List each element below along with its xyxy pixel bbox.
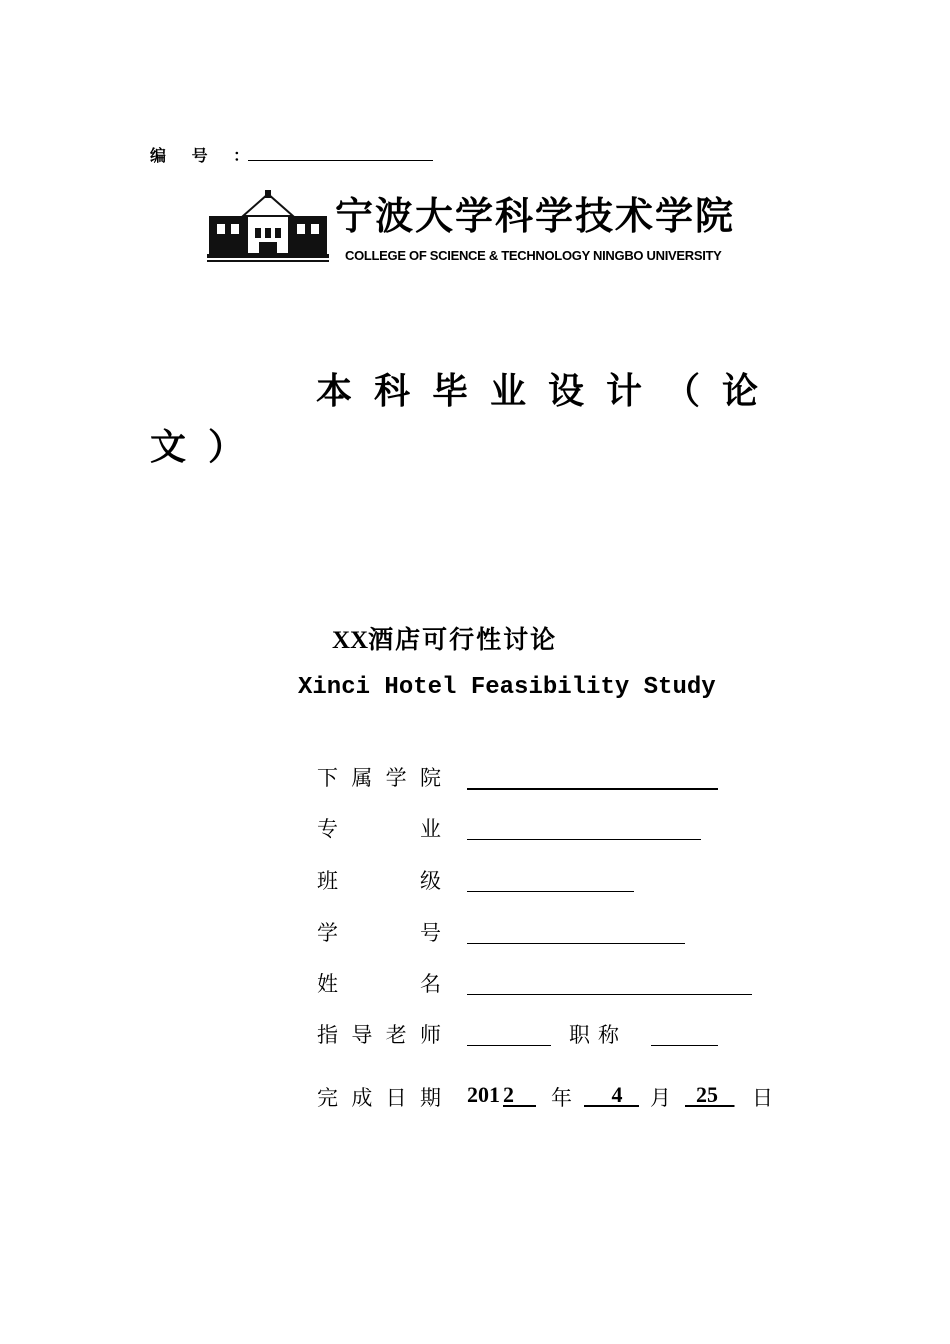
college-logo [207,188,757,268]
job-title-label: 职称 [569,1023,627,1047]
college-name-en: COLLEGE OF SCIENCE & TECHNOLOGY NINGBO UNIVERSITY [345,248,722,263]
serial-number-label: 编 号 ： [150,146,260,165]
month-unit: 月 [650,1086,671,1110]
class-label: 班 级 [317,869,441,893]
year-unit: 年 [551,1086,572,1110]
thesis-title-en: Xinci Hotel Feasibility Study [298,674,716,701]
document-title [150,364,800,476]
document-title-line1: 本科毕业设计（论 [316,371,781,412]
thesis-title-cn-text: 酒店可行性讨论 [368,625,558,654]
college-label: 下 属 学 院 [317,766,441,790]
document-title-line2: 文） [150,427,267,468]
class-field[interactable] [467,891,634,892]
student-id-field[interactable] [467,943,685,944]
thesis-title-prefix: XX [332,627,369,654]
building-icon [207,188,329,264]
day-unit: 日 [752,1086,773,1110]
major-label: 专 业 [317,817,441,841]
job-title-field[interactable] [651,1045,718,1046]
name-label: 姓 名 [317,972,441,996]
advisor-label: 指 导 老 师 [317,1023,441,1047]
completion-date-label: 完 成 日 期 [317,1086,441,1110]
month-field[interactable]: 4 [611,1082,623,1107]
serial-number-field[interactable] [248,160,433,161]
day-field[interactable]: 25 [696,1082,718,1107]
name-field[interactable] [467,994,752,995]
year-digit-field[interactable]: 2 [503,1082,514,1107]
thesis-title-cn [332,620,557,656]
student-id-label: 学 号 [317,921,441,945]
year-prefix: 201 [467,1082,500,1107]
major-field[interactable] [467,839,701,840]
advisor-field[interactable] [467,1045,551,1046]
college-field[interactable] [467,788,718,790]
college-name-cn: 宁波大学科学技术学院 [335,193,736,238]
